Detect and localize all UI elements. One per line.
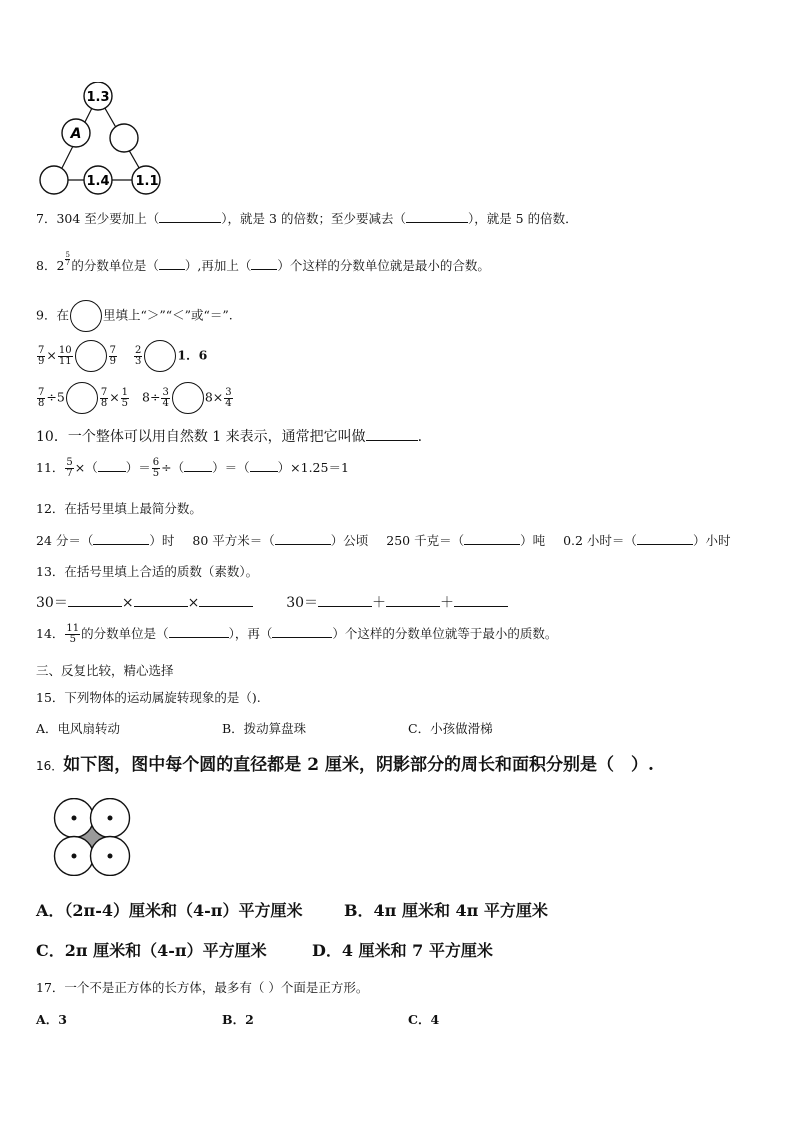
label-left-mid: A — [70, 126, 82, 142]
triangle-figure — [36, 82, 166, 197]
question-15: 15．下列物体的运动属旋转现象的是（). — [36, 690, 261, 705]
q12-items: 24 分＝（ ）时 80 平方米＝（ ）公顷 250 千克＝（ ）吨 0.2 小时＝（ ）小时 — [36, 533, 731, 548]
answer-blank[interactable] — [250, 471, 278, 472]
compare-circle[interactable] — [66, 382, 98, 414]
question-14: 14． $\frac{11}{5}$ 的分数单位是（ ），再（ ）个这样的分数单位就等于最小的质数。 — [36, 623, 558, 645]
mixed-number: 2 5 7 — [56, 251, 70, 273]
answer-blank[interactable] — [275, 544, 331, 545]
section-heading: 三、反复比较，精心选择 — [36, 663, 174, 678]
option-b[interactable]: B．4π 厘米和 4π 平方厘米 — [344, 901, 548, 920]
answer-blank[interactable] — [68, 606, 122, 607]
label-bottom-mid: 1.4 — [86, 174, 110, 189]
answer-blank[interactable] — [184, 471, 212, 472]
answer-blank[interactable] — [637, 544, 693, 545]
q9-expr-4: 8÷ $\frac{3}{4}$ 8× $\frac{3}{4}$ — [142, 382, 234, 414]
question-8: 8．2 5 7 的分数单位是（ ）,再加上（ ）个这样的分数单位就是最小的合数。 — [36, 251, 490, 273]
option-a[interactable]: A．（2π-4）厘米和（4-π）平方厘米 — [36, 901, 303, 920]
answer-blank[interactable] — [98, 471, 126, 472]
answer-blank[interactable] — [159, 222, 221, 223]
option-b[interactable]: B．拨动算盘珠 — [222, 721, 307, 736]
option-c[interactable]: C．小孩做滑梯 — [408, 721, 493, 736]
question-10: 10．一个整体可以用自然数 1 来表示，通常把它叫做 . — [36, 429, 423, 445]
answer-blank[interactable] — [159, 269, 185, 270]
answer-blank[interactable] — [199, 606, 253, 607]
four-circles-figure — [50, 798, 134, 876]
answer-blank[interactable] — [454, 606, 508, 607]
q9-expr-3: $\frac{7}{8}$ ÷5 $\frac{7}{8}$ × $\frac{1}{5}$ — [36, 382, 130, 414]
q9-expr-2: $\frac{2}{3}$ 1．6 — [133, 340, 207, 372]
compare-circle[interactable] — [75, 340, 107, 372]
option-a[interactable]: A．3 — [36, 1012, 67, 1027]
node-bottom-left — [40, 166, 68, 194]
option-c[interactable]: C．2π 厘米和（4-π）平方厘米 — [36, 941, 267, 960]
option-c[interactable]: C．4 — [408, 1012, 440, 1027]
answer-blank[interactable] — [134, 606, 188, 607]
answer-blank[interactable] — [93, 544, 149, 545]
answer-blank[interactable] — [272, 637, 332, 638]
question-17: 17．一个不是正方体的长方体，最多有（ ）个面是正方形。 — [36, 980, 369, 995]
question-9: 9．在 里填上“＞”“＜”或“＝”. — [36, 300, 233, 332]
answer-blank[interactable] — [251, 269, 277, 270]
answer-blank[interactable] — [406, 222, 468, 223]
compare-circle[interactable] — [70, 300, 102, 332]
question-11: 11． $\frac{5}{7}$ ×（ ）＝ $\frac{6}{5}$ ÷（ ）＝（ ）×1.25＝1 — [36, 457, 349, 479]
answer-blank[interactable] — [169, 637, 229, 638]
label-top: 1.3 — [86, 90, 110, 105]
answer-blank[interactable] — [386, 606, 440, 607]
answer-blank[interactable] — [318, 606, 372, 607]
option-b[interactable]: B．2 — [222, 1012, 254, 1027]
question-12: 12．在括号里填上最简分数。 — [36, 501, 202, 516]
question-16: 16．如下图，图中每个圆的直径都是 2 厘米，阴影部分的周长和面积分别是（ ）. — [36, 755, 654, 775]
compare-circle[interactable] — [172, 382, 204, 414]
answer-blank[interactable] — [464, 544, 520, 545]
label-bottom-right: 1.1 — [135, 174, 159, 189]
compare-circle[interactable] — [144, 340, 176, 372]
q9-expr-1: $\frac{7}{9}$ × $\frac{10}{11}$ $\frac{7}{9}$ — [36, 340, 118, 372]
option-d[interactable]: D．4 厘米和 7 平方厘米 — [312, 941, 493, 960]
question-13: 13．在括号里填上合适的质数（素数）。 — [36, 564, 259, 579]
q13-equations: 30＝ × × 30＝ ＋ ＋ — [36, 592, 508, 612]
node-right-mid — [110, 124, 138, 152]
question-7: 7．304 至少要加上（ ），就是 3 的倍数；至少要减去（ ），就是 5 的倍数． — [36, 211, 578, 226]
answer-blank[interactable] — [366, 440, 418, 441]
option-a[interactable]: A．电风扇转动 — [36, 721, 121, 736]
